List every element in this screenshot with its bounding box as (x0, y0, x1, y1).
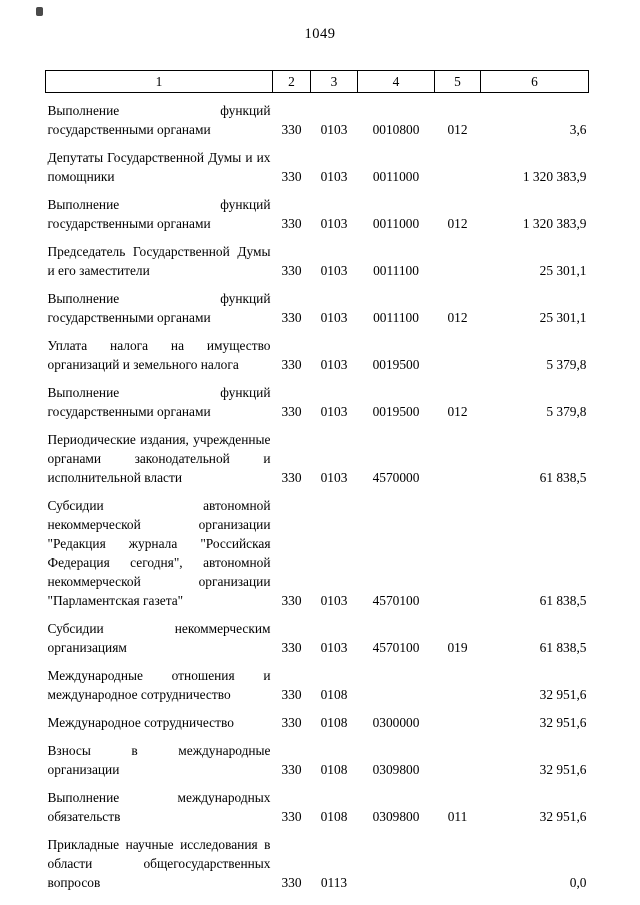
row-code-target: 0309800 (372, 809, 420, 824)
row-code-type: 019 (447, 640, 468, 655)
row-code-type: 012 (447, 310, 468, 325)
row-description: Председатель Государственной Думы и его заместители (47, 244, 271, 278)
header-col-4: 4 (358, 71, 435, 93)
budget-table (45, 70, 589, 893)
table-row (46, 281, 589, 328)
row-code-section: 0103 (320, 310, 348, 325)
row-code-main: 330 (281, 263, 302, 278)
row-description: Выполнение международных обязательств (47, 790, 271, 824)
row-description: Субсидии автономной некоммерческой организации "Редакция журнала "Российская Федерация сегодня", автономной некоммерческой организации "Парламентская газета" (47, 498, 271, 608)
row-code-section: 0103 (320, 169, 348, 184)
row-code-main: 330 (281, 687, 302, 702)
row-code-target: 0300000 (372, 715, 420, 730)
table-row (46, 187, 589, 234)
row-code-type: 012 (447, 122, 468, 137)
row-amount: 0,0 (569, 875, 587, 890)
table-row (46, 234, 589, 281)
row-code-main: 330 (281, 404, 302, 419)
row-code-main: 330 (281, 216, 302, 231)
row-code-type: 011 (447, 809, 468, 824)
row-code-target (358, 827, 435, 893)
header-col-2: 2 (273, 71, 311, 93)
row-code-section: 0108 (320, 687, 348, 702)
row-amount: 5 379,8 (546, 357, 587, 372)
row-code-section: 0108 (320, 715, 348, 730)
row-amount: 1 320 383,9 (522, 169, 587, 184)
row-code-type (435, 488, 481, 611)
row-code-type (435, 827, 481, 893)
row-code-section: 0108 (320, 762, 348, 777)
row-amount: 5 379,8 (546, 404, 587, 419)
row-code-main: 330 (281, 122, 302, 137)
table-header (46, 71, 589, 93)
row-description: Периодические издания, учрежденные органами законодательной и исполнительной власти (47, 432, 271, 485)
table-row (46, 611, 589, 658)
table-row (46, 780, 589, 827)
row-code-target: 4570100 (372, 593, 420, 608)
row-code-target: 0011100 (373, 310, 419, 325)
row-code-target: 0011100 (373, 263, 419, 278)
row-amount: 32 951,6 (539, 762, 587, 777)
table-row (46, 93, 589, 141)
table-row (46, 658, 589, 705)
table-row (46, 488, 589, 611)
table-row (46, 375, 589, 422)
row-code-target: 0011000 (372, 216, 420, 231)
row-description: Взносы в международные организации (47, 743, 271, 777)
row-code-target: 0011000 (372, 169, 420, 184)
header-col-1: 1 (46, 71, 273, 93)
row-code-target: 4570100 (372, 640, 420, 655)
table-row (46, 140, 589, 187)
row-code-section: 0108 (320, 809, 348, 824)
scan-artifact (36, 7, 43, 16)
row-description: Выполнение функций государственными органами (47, 291, 271, 325)
row-amount: 25 301,1 (539, 310, 587, 325)
row-code-type (435, 328, 481, 375)
row-code-section: 0103 (320, 122, 348, 137)
row-description: Депутаты Государственной Думы и их помощники (47, 150, 271, 184)
row-code-main: 330 (281, 640, 302, 655)
row-code-section: 0103 (320, 593, 348, 608)
header-col-5: 5 (435, 71, 481, 93)
row-description: Выполнение функций государственными органами (47, 197, 271, 231)
row-code-target: 0010800 (372, 122, 420, 137)
row-description: Международные отношения и международное сотрудничество (47, 668, 271, 702)
row-code-section: 0103 (320, 263, 348, 278)
row-code-target: 0019500 (372, 404, 420, 419)
row-code-type (435, 422, 481, 488)
row-amount: 32 951,6 (539, 809, 587, 824)
table-header-row (46, 71, 589, 93)
row-description: Выполнение функций государственными органами (47, 385, 271, 419)
row-code-type (435, 234, 481, 281)
row-code-type (435, 140, 481, 187)
row-code-target: 0019500 (372, 357, 420, 372)
row-code-main: 330 (281, 357, 302, 372)
row-amount: 1 320 383,9 (522, 216, 587, 231)
row-code-type (435, 733, 481, 780)
row-code-target: 4570000 (372, 470, 420, 485)
row-amount: 61 838,5 (539, 593, 587, 608)
header-col-6: 6 (481, 71, 589, 93)
row-description: Выполнение функций государственными органами (47, 103, 271, 137)
row-amount: 61 838,5 (539, 640, 587, 655)
header-col-3: 3 (311, 71, 358, 93)
row-code-type (435, 705, 481, 733)
row-description: Прикладные научные исследования в области общегосударственных вопросов (47, 837, 271, 890)
table-row (46, 827, 589, 893)
row-code-main: 330 (281, 715, 302, 730)
row-code-section: 0103 (320, 216, 348, 231)
row-code-main: 330 (281, 470, 302, 485)
row-amount: 61 838,5 (539, 470, 587, 485)
row-amount: 32 951,6 (539, 715, 587, 730)
row-code-type: 012 (447, 404, 468, 419)
table-row (46, 705, 589, 733)
row-code-section: 0103 (320, 640, 348, 655)
row-code-main: 330 (281, 169, 302, 184)
row-description: Субсидии некоммерческим организациям (47, 621, 271, 655)
table-row (46, 422, 589, 488)
row-description: Уплата налога на имущество организаций и земельного налога (47, 338, 271, 372)
row-code-section: 0103 (320, 357, 348, 372)
row-code-section: 0103 (320, 470, 348, 485)
row-code-target: 0309800 (372, 762, 420, 777)
row-amount: 25 301,1 (539, 263, 587, 278)
row-code-main: 330 (281, 762, 302, 777)
row-code-main: 330 (281, 310, 302, 325)
table-row (46, 328, 589, 375)
table-row (46, 733, 589, 780)
row-code-main: 330 (281, 593, 302, 608)
row-amount: 3,6 (569, 122, 587, 137)
row-code-type: 012 (447, 216, 468, 231)
row-code-main: 330 (281, 875, 302, 890)
row-code-main: 330 (281, 809, 302, 824)
row-code-target (358, 658, 435, 705)
row-description: Международное сотрудничество (47, 715, 234, 730)
table-body (46, 93, 589, 894)
row-code-section: 0103 (320, 404, 348, 419)
page-number: 1049 (304, 26, 336, 42)
row-code-section: 0113 (320, 875, 348, 890)
row-code-type (435, 658, 481, 705)
row-amount: 32 951,6 (539, 687, 587, 702)
